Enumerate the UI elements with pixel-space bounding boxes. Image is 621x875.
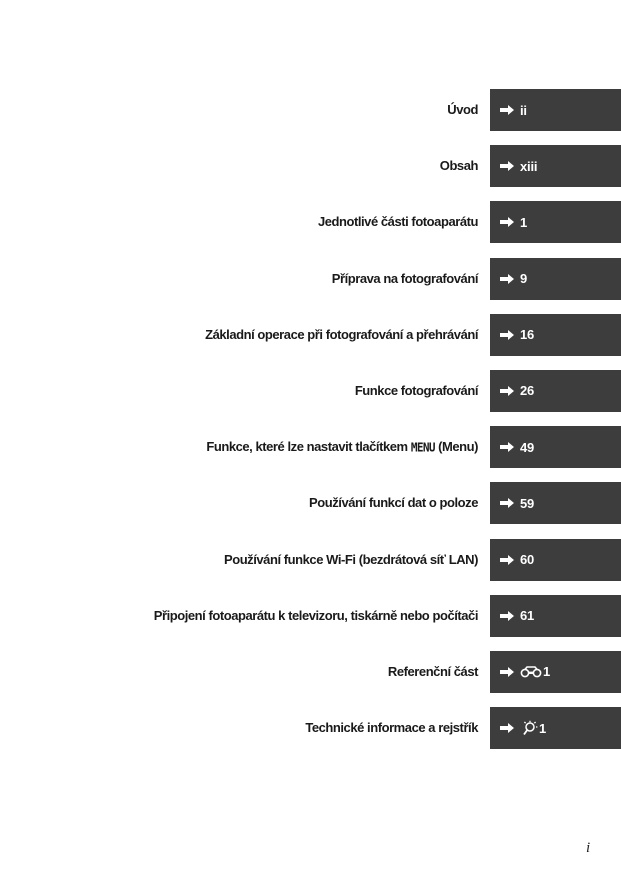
toc-page-link[interactable]: [490, 482, 621, 524]
toc-row-shooting-features: [0, 370, 621, 412]
toc-label: Funkce fotografování: [354, 382, 478, 398]
arrow-right-icon: [500, 330, 514, 340]
toc-row-basic-operations: [0, 314, 621, 356]
toc-row-menu-functions: [0, 426, 621, 468]
toc-page-link[interactable]: [490, 314, 621, 356]
toc-page-number: 1: [543, 664, 551, 680]
toc-row-obsah: [0, 145, 621, 187]
menu-button-glyph: MENU: [410, 440, 435, 456]
toc-row-technical-info: [0, 707, 621, 749]
toc-page-number: 1: [520, 214, 528, 230]
toc-page-number: ii: [520, 102, 527, 118]
toc-label: Obsah: [439, 158, 478, 174]
toc-label: Používání funkce Wi-Fi (bezdrátová síť LAN): [223, 551, 478, 567]
toc-page-link[interactable]: [490, 426, 621, 468]
toc-page-link[interactable]: [490, 651, 621, 693]
toc-page-link[interactable]: [490, 370, 621, 412]
arrow-right-icon: [500, 274, 514, 284]
toc-label: Příprava na fotografování: [331, 270, 478, 286]
toc-page-number: 60: [520, 552, 535, 567]
toc-page-link[interactable]: [490, 595, 621, 637]
table-of-contents: [0, 89, 621, 763]
toc-row-wifi: [0, 539, 621, 581]
page-folio: i: [586, 840, 591, 856]
toc-row-preparation: [0, 258, 621, 300]
toc-page-number: 61: [520, 608, 535, 624]
toc-page-number: 59: [520, 495, 535, 511]
toc-page-link[interactable]: [490, 258, 621, 300]
toc-page-link[interactable]: [490, 89, 621, 131]
arrow-right-icon: [500, 442, 514, 452]
arrow-right-icon: [500, 386, 514, 396]
toc-page-number: 49: [520, 439, 535, 455]
toc-label: Jednotlivé části fotoaparátu: [317, 214, 478, 230]
arrow-right-icon: [500, 161, 514, 171]
toc-row-parts: [0, 201, 621, 243]
toc-label: Úvod: [447, 102, 478, 117]
reference-binoculars-icon: [520, 666, 542, 678]
toc-page-number: 26: [520, 383, 535, 399]
toc-label: Používání funkcí dat o poloze: [309, 495, 478, 511]
toc-row-connections: [0, 595, 621, 637]
technical-info-lightbulb-icon: [520, 720, 538, 736]
toc-page-number: xiii: [520, 158, 538, 174]
arrow-right-icon: [500, 723, 514, 733]
arrow-right-icon: [500, 555, 514, 565]
arrow-right-icon: [500, 667, 514, 677]
toc-page-number: 16: [520, 327, 535, 343]
toc-page-link[interactable]: [490, 145, 621, 187]
toc-page-link[interactable]: [490, 201, 621, 243]
toc-page-number: 1: [539, 720, 547, 736]
toc-row-uvod: [0, 89, 621, 131]
toc-label-text: Funkce, které lze nastavit tlačítkem: [206, 439, 408, 455]
toc-label-text: (Menu): [438, 439, 478, 455]
toc-row-location-data: [0, 482, 621, 524]
arrow-right-icon: [500, 498, 514, 508]
arrow-right-icon: [500, 217, 514, 227]
toc-row-reference: [0, 651, 621, 693]
toc-page-link[interactable]: [490, 539, 621, 581]
toc-label: Připojení fotoaparátu k televizoru, tiskárně nebo počítači: [153, 607, 478, 623]
toc-label: Základní operace při fotografování a přehrávání: [205, 326, 478, 342]
toc-label: [206, 426, 478, 468]
toc-label: Technické informace a rejstřík: [305, 720, 478, 736]
toc-page-link[interactable]: [490, 707, 621, 749]
toc-label: Referenční část: [387, 663, 478, 679]
arrow-right-icon: [500, 105, 514, 115]
toc-page-number: 9: [520, 271, 528, 287]
arrow-right-icon: [500, 611, 514, 621]
